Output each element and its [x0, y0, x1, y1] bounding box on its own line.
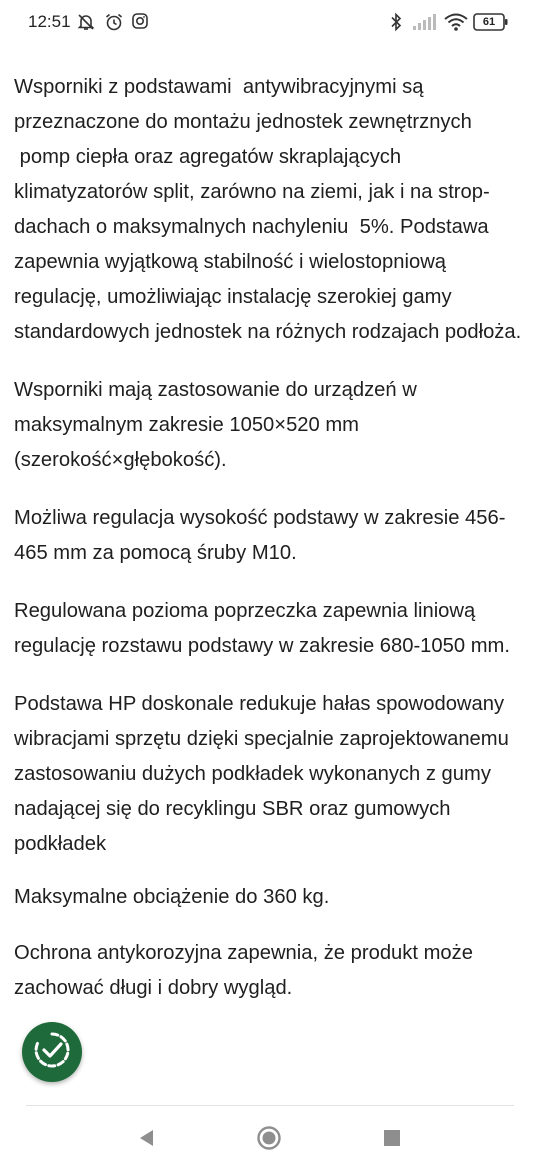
bluetooth-icon: [389, 12, 403, 37]
nav-divider: [26, 1105, 514, 1106]
verified-check-icon: [32, 1030, 72, 1075]
verified-action-button[interactable]: [22, 1022, 82, 1082]
battery-level: 61: [482, 16, 496, 28]
paragraph-6: Maksymalne obciążenie do 360 kg.: [14, 886, 330, 908]
paragraph-7: Ochrona antykorozyjna zapewnia, że produkt może zachować długi i dobry wygląd.: [14, 942, 479, 999]
instagram-icon: [131, 12, 149, 35]
recents-icon: [383, 1129, 401, 1152]
status-bar: [0, 0, 540, 44]
home-icon: [256, 1125, 282, 1156]
paragraph-3: Możliwa regulacja wysokość podstawy w zakresie 456-465 mm za pomocą śruby M10.: [14, 507, 506, 564]
back-button[interactable]: [106, 1110, 186, 1170]
mute-icon: [76, 12, 96, 37]
back-icon: [137, 1128, 155, 1153]
navigation-bar: [0, 1110, 540, 1170]
status-time: 12:51: [28, 12, 71, 31]
battery-icon: [473, 13, 507, 29]
signal-icon: [412, 12, 438, 37]
wifi-icon: [443, 12, 469, 37]
paragraph-5: Podstawa HP doskonale redukuje hałas spowodowany wibracjami sprzętu dzięki specjalnie zaprojektowanemu zastosowaniu dużych podkładek wykonanych z gumy nadającej się do recyklingu SBR oraz gumowych podkładek: [14, 693, 515, 855]
home-button[interactable]: [229, 1110, 309, 1170]
alarm-icon: [104, 12, 124, 37]
paragraph-4: Regulowana pozioma poprzeczka zapewnia liniową regulację rozstawu podstawy w zakresie 680-1050 mm.: [14, 600, 510, 657]
paragraph-1: Wsporniki z podstawami antywibracyjnymi są przeznaczone do montażu jednostek zewnętrznych pomp ciepła oraz agregatów skraplających klimatyzatorów split, zarówno na ziemi, jak i na strop-dachach o maksymalnych nachyleniu 5%. Podstawa zapewnia wyjątkową stabilność i wielostopniową regulację, umożliwiając instalację szerokiej gamy standardowych jednostek na różnych rodzajach podłoża.: [14, 76, 522, 343]
recents-button[interactable]: [352, 1110, 432, 1170]
paragraph-2: Wsporniki mają zastosowanie do urządzeń w maksymalnym zakresie 1050×520 mm (szerokość×głębokość).: [14, 379, 423, 471]
article-body: [14, 70, 529, 1029]
